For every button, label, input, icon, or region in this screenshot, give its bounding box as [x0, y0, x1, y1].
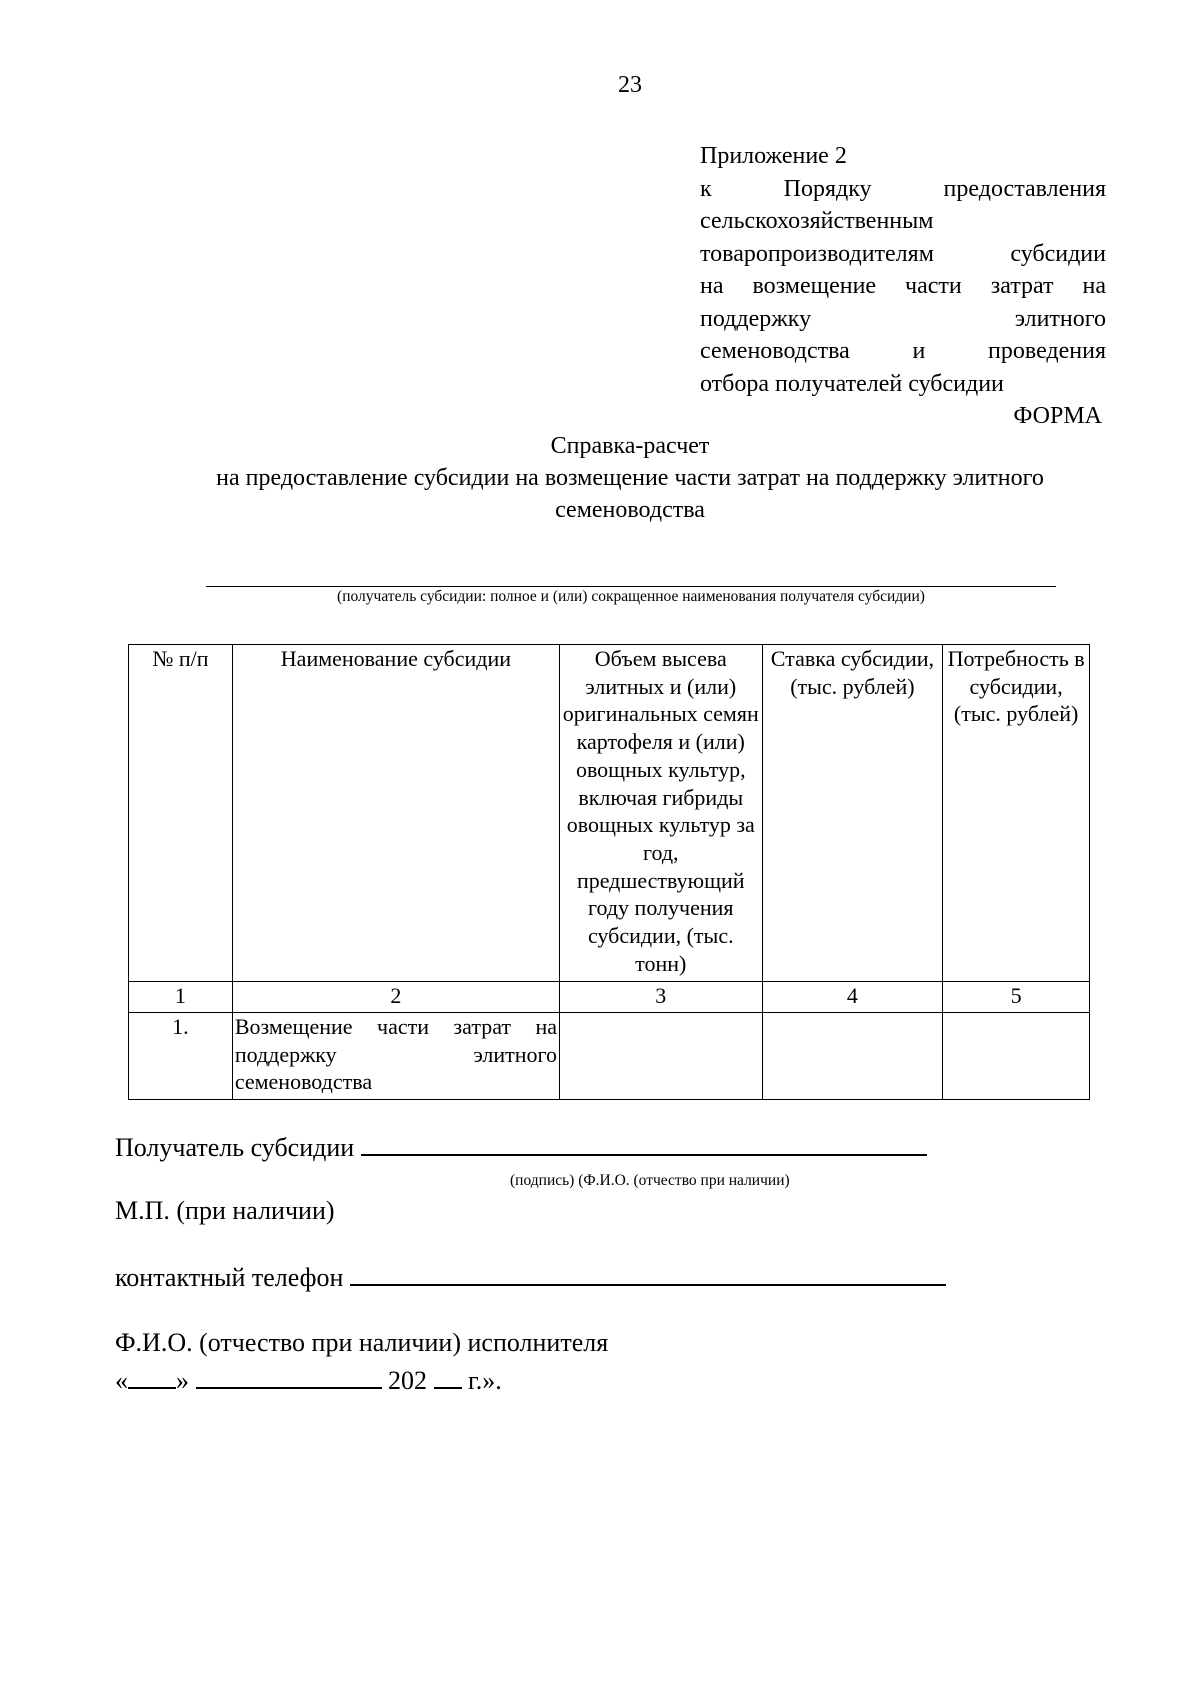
appendix-block: [700, 140, 1106, 433]
row-seed-volume-cell[interactable]: [560, 1013, 763, 1100]
title-line: семеноводства: [555, 497, 705, 523]
header-number: № п/п: [129, 645, 233, 982]
date-month-field[interactable]: [196, 1365, 382, 1389]
form-label: ФОРМА: [1013, 403, 1102, 429]
column-number-row: [129, 982, 1090, 1013]
phone-row: [115, 1262, 946, 1293]
recipient-caption: (получатель субсидии: полное и (или) сокращенное наименования получателя субсидии): [337, 588, 925, 605]
appendix-line: семеноводства и проведения: [700, 338, 1106, 364]
recipient-label: Получатель субсидии: [115, 1133, 355, 1162]
recipient-signature-row: [115, 1132, 927, 1163]
executor-label: Ф.И.О. (отчество при наличии) исполнителя: [115, 1328, 609, 1357]
column-number: 2: [232, 982, 559, 1013]
date-open-quote: «: [115, 1366, 128, 1395]
appendix-line: на возмещение части затрат на: [700, 273, 1106, 299]
appendix-line: Приложение 2: [700, 143, 847, 169]
header-seed-volume: Объем высева элитных и (или) оригинальных семян картофеля и (или) овощных культур, включая гибриды овощных культур за год, предшествующий году получения субсидии, (тыс. тонн): [560, 645, 763, 982]
table-header-row: [129, 645, 1090, 982]
appendix-line: к Порядку предоставления: [700, 175, 1106, 202]
row-number: 1.: [129, 1013, 233, 1100]
date-close-quote: »: [176, 1366, 189, 1395]
date-year-prefix: 202: [388, 1366, 427, 1395]
phone-label: контактный телефон: [115, 1263, 344, 1292]
document-title: [120, 430, 1140, 526]
subsidy-calculation-table: [128, 644, 1090, 1100]
column-number: 1: [129, 982, 233, 1013]
appendix-line: товаропроизводителям субсидии: [700, 240, 1106, 267]
date-row: [115, 1365, 502, 1396]
header-subsidy-rate: Ставка субсидии, (тыс. рублей): [762, 645, 943, 982]
appendix-line: поддержку элитного: [700, 305, 1106, 332]
title-line: на предоставление субсидии на возмещение части затрат на поддержку элитного: [216, 465, 1044, 491]
date-suffix: г.».: [468, 1366, 502, 1395]
stamp-label: М.П. (при наличии): [115, 1196, 335, 1225]
column-number: 3: [560, 982, 763, 1013]
column-number: 5: [943, 982, 1090, 1013]
appendix-line: сельскохозяйственным: [700, 208, 934, 234]
row-subsidy-name: Возмещение части затрат на поддержку элитного семеноводства: [232, 1013, 559, 1100]
title-line: Справка-расчет: [550, 433, 710, 459]
row-subsidy-need-cell[interactable]: [943, 1013, 1090, 1100]
appendix-line: отбора получателей субсидии: [700, 370, 1004, 397]
date-day-field[interactable]: [128, 1365, 176, 1389]
column-number: 4: [762, 982, 943, 1013]
recipient-name-field[interactable]: [206, 586, 1056, 587]
table-row: [129, 1013, 1090, 1100]
recipient-signature-field[interactable]: [361, 1132, 927, 1156]
page-number: 23: [618, 72, 642, 98]
header-subsidy-need: Потребность в субсидии, (тыс. рублей): [943, 645, 1090, 982]
header-subsidy-name: Наименование субсидии: [232, 645, 559, 982]
date-year-field[interactable]: [434, 1365, 462, 1389]
signature-caption: (подпись) (Ф.И.О. (отчество при наличии): [510, 1172, 790, 1189]
phone-field[interactable]: [350, 1262, 946, 1286]
row-subsidy-rate-cell[interactable]: [762, 1013, 943, 1100]
